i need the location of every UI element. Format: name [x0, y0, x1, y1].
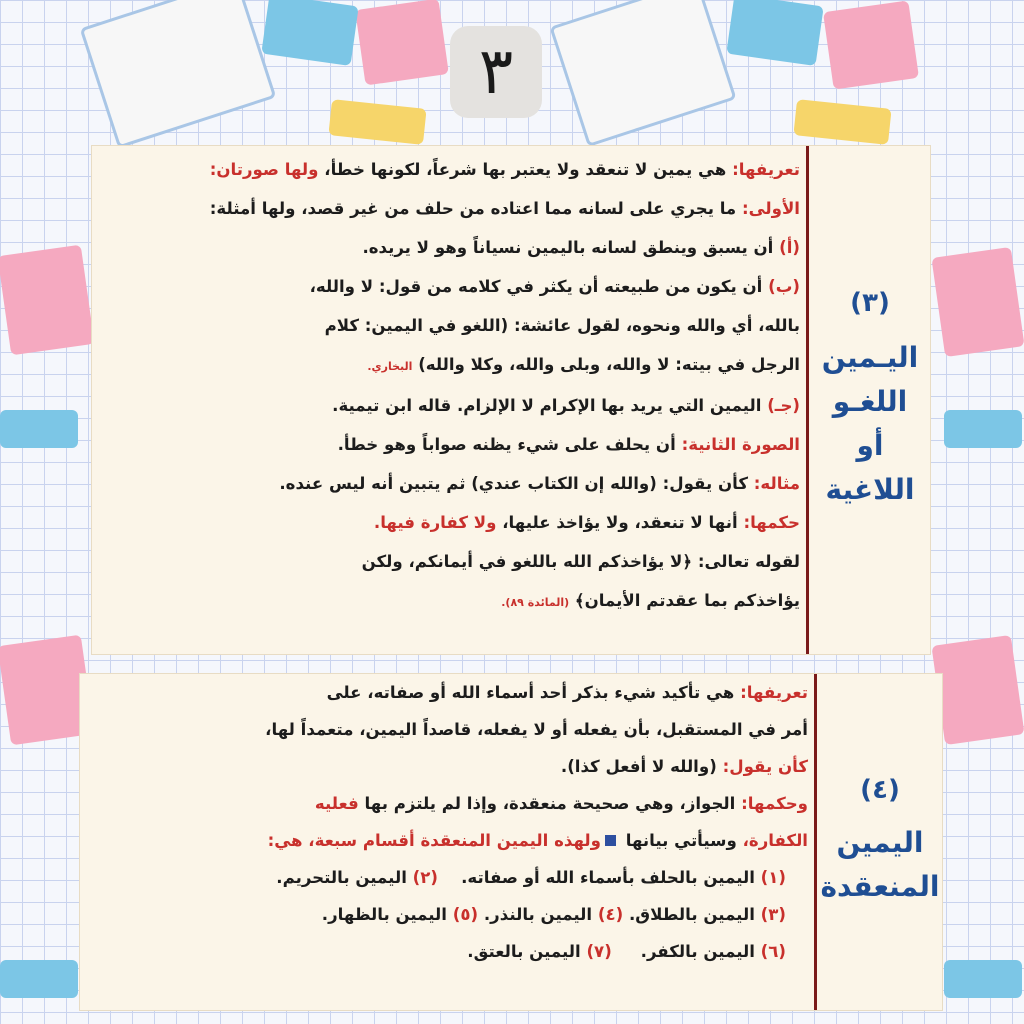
type-number: (١)	[760, 868, 786, 887]
item-text: الرجل في بيته: لا والله، وبلى والله، وكلا والله)	[412, 355, 800, 374]
card-side-title	[818, 674, 942, 1010]
definition-text: أمر في المستقبل، بأن يفعله أو لا يفعله، قاصداً اليمين، متعمداً لها،	[265, 720, 808, 739]
card-body	[92, 674, 808, 970]
verse-text: لقوله تعالى: ﴿لا يؤاخذكم الله باللغو في أيمانكم، ولكن	[361, 552, 800, 571]
second-form-label: الصورة الثانية:	[681, 435, 800, 454]
type-number: (٣)	[760, 905, 786, 924]
example-text: كأن يقول: (والله إن الكتاب عندي) ثم يتبين أنه ليس عنده.	[279, 474, 754, 493]
page-number-badge: ٣	[450, 26, 542, 118]
square-bullet-icon	[605, 835, 616, 846]
type-number: (٧)	[586, 942, 612, 961]
ruling-text: وسيأتي بيانها	[619, 831, 743, 850]
type-number: (٤)	[597, 905, 624, 924]
ruling-text: أنها لا تنعقد، ولا يؤاخذ عليها،	[496, 513, 744, 532]
side-title-line: اليـمين	[821, 341, 919, 374]
type-text: اليمين بالتحريم.	[276, 868, 407, 887]
type-text: اليمين بالحلف بأسماء الله أو صفاته.	[461, 868, 755, 887]
type-number: (٢)	[412, 868, 438, 887]
first-form-label: الأولى:	[741, 199, 800, 218]
item-label: (ب)	[768, 277, 800, 296]
pencil-case-decoration-icon	[944, 410, 1022, 448]
example-label: مثاله:	[753, 474, 800, 493]
ruling-label: وحكمها:	[741, 794, 808, 813]
source-citation: (المائدة ٨٩).	[501, 596, 570, 609]
type-number: (٥)	[452, 905, 479, 924]
card-side-title	[810, 146, 930, 654]
lagw-oath-card	[92, 146, 930, 654]
item-text: أن يسبق وينطق لسانه باليمين نسياناً وهو لا يريده.	[362, 238, 780, 257]
side-title-line: اللاغية	[825, 473, 915, 506]
type-text: اليمين بالعتق.	[467, 942, 581, 961]
card-body	[102, 150, 800, 622]
notebook-decoration-icon	[931, 635, 1024, 745]
type-text: اليمين بالكفر.	[640, 942, 755, 961]
ruling-highlight: الكفارة،	[742, 831, 808, 850]
forms-label: ولها صورتان:	[209, 160, 319, 179]
notebook-decoration-icon	[355, 0, 449, 85]
example-text: (والله لا أفعل كذا).	[560, 757, 723, 776]
side-title-line: اللغـو	[832, 385, 908, 418]
ruling-highlight: ولا كفارة فيها.	[373, 513, 497, 532]
side-title-line: اليمين	[836, 826, 924, 859]
item-text: بالله، أي والله ونحوه، لقول عائشة: (اللغو في اليمين: كلام	[324, 316, 800, 335]
notebook-decoration-icon	[931, 247, 1024, 357]
definition-label: تعريفها:	[732, 160, 800, 179]
types-heading: ولهذه اليمين المنعقدة أقسام سبعة، هي:	[267, 831, 601, 850]
pencil-case-decoration-icon	[0, 960, 78, 998]
type-text: اليمين بالنذر.	[483, 905, 593, 924]
first-form-text: ما يجري على لسانه مما اعتاده من حلف من غير قصد، ولها أمثلة:	[209, 199, 742, 218]
ruling-label: حكمها:	[743, 513, 800, 532]
type-number: (٦)	[760, 942, 786, 961]
item-label: (أ)	[779, 238, 800, 257]
card-divider	[814, 674, 817, 1010]
item-text: اليمين التي يريد بها الإكرام لا الإلزام. قاله ابن تيمية.	[332, 396, 768, 415]
pencil-case-decoration-icon	[0, 410, 78, 448]
notebook-decoration-icon	[0, 245, 95, 356]
verse-text: يؤاخذكم بما عقدتم الأيمان﴾	[569, 591, 800, 610]
binding-oath-card	[80, 674, 942, 1010]
pencil-case-decoration-icon	[944, 960, 1022, 998]
side-title-line: أو	[856, 429, 884, 462]
side-number: (٣)	[850, 288, 890, 318]
type-text: اليمين بالظهار.	[321, 905, 447, 924]
side-number: (٤)	[860, 775, 900, 805]
type-text: اليمين بالطلاق.	[628, 905, 755, 924]
source-citation: البخاري.	[367, 360, 413, 373]
ruling-highlight: فعليه	[314, 794, 359, 813]
item-label: (جـ)	[767, 396, 800, 415]
ruling-text: الجواز، وهي صحيحة منعقدة، وإذا لم يلتزم بها	[358, 794, 742, 813]
second-form-text: أن يحلف على شيء يظنه صواباً وهو خطأ.	[337, 435, 682, 454]
notebook-decoration-icon	[823, 0, 919, 89]
definition-label: تعريفها:	[740, 683, 808, 702]
card-divider	[806, 146, 809, 654]
definition-text: هي يمين لا تنعقد ولا يعتبر بها شرعاً، لكونها خطأ،	[318, 160, 733, 179]
side-title-line: المنعقدة	[820, 870, 940, 903]
definition-text: هي تأكيد شيء بذكر أحد أسماء الله أو صفاته، على	[326, 683, 741, 702]
item-text: أن يكون من طبيعته أن يكثر في كلامه من قول: لا والله،	[309, 277, 769, 296]
example-label: كأن يقول:	[722, 757, 808, 776]
